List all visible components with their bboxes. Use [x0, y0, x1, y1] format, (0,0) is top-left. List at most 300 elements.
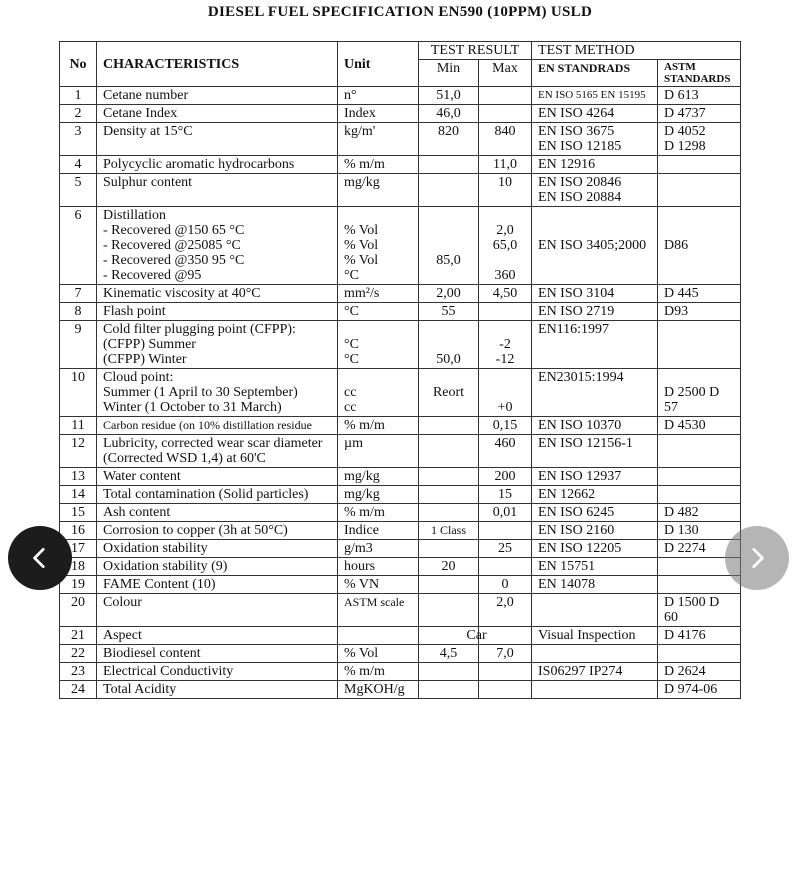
unit-cell	[338, 558, 419, 576]
characteristic-cell	[97, 303, 338, 321]
en-standard-cell	[532, 369, 658, 417]
en-standard-line	[538, 595, 651, 610]
en-standard-cell	[532, 435, 658, 468]
min-value-cell	[419, 417, 479, 435]
en-standard-line: EN ISO 20846	[538, 175, 622, 190]
max-value-cell	[479, 285, 532, 303]
table-row	[60, 468, 741, 486]
max-value-line: -12	[495, 352, 515, 367]
table-row	[60, 558, 741, 576]
astm-standard-line	[664, 157, 734, 172]
en-standard-line: EN ISO 4264	[538, 106, 615, 121]
min-value-line: Car	[466, 628, 487, 643]
unit-cell	[338, 87, 419, 105]
table-row	[60, 87, 741, 105]
min-value-line	[425, 238, 472, 253]
astm-standard-line	[664, 559, 734, 574]
header-test-method: TEST METHOD	[532, 42, 741, 60]
unit-cell	[338, 594, 419, 627]
characteristic-cell	[97, 105, 338, 123]
unit-cell	[338, 123, 419, 156]
en-standard-line: EN ISO 12156-1	[538, 436, 633, 451]
astm-standard-cell	[658, 576, 741, 594]
unit-line: kg/m'	[344, 124, 376, 139]
characteristic-cell	[97, 594, 338, 627]
header-characteristics: CHARACTERISTICS	[97, 42, 338, 87]
max-value-line: -2	[499, 337, 511, 352]
unit-line: mm²/s	[344, 286, 380, 301]
min-value-line	[425, 208, 472, 223]
astm-standard-cell	[658, 522, 741, 540]
min-value-line	[425, 541, 472, 556]
unit-line: °C	[344, 268, 359, 283]
max-value-line: 2,0	[496, 223, 514, 238]
en-standard-line: EN116:1997	[538, 322, 610, 337]
max-value-cell	[479, 645, 532, 663]
characteristic-line: Winter (1 October to 31 March)	[103, 400, 282, 415]
min-value-cell	[419, 369, 479, 417]
astm-standard-cell	[658, 87, 741, 105]
en-standard-line: EN 14078	[538, 577, 596, 592]
characteristic-line: Corrosion to copper (3h at 50°C)	[103, 523, 288, 538]
astm-standard-cell	[658, 645, 741, 663]
max-value-line	[485, 385, 525, 400]
en-standard-line	[538, 337, 651, 352]
max-value-cell	[479, 486, 532, 504]
astm-standard-cell	[658, 369, 741, 417]
min-value-line	[425, 682, 472, 697]
min-value-line	[425, 577, 472, 592]
table-row	[60, 207, 741, 285]
row-number: 16	[60, 522, 97, 540]
table-row	[60, 645, 741, 663]
characteristic-line: (CFPP) Summer	[103, 337, 196, 352]
min-value-cell	[419, 594, 479, 627]
min-value-line: 50,0	[436, 352, 461, 367]
max-value-line: 4,50	[492, 286, 518, 301]
astm-standard-line	[664, 352, 734, 367]
en-standard-line: EN ISO 6245	[538, 505, 615, 520]
table-row	[60, 285, 741, 303]
table-row	[60, 123, 741, 156]
min-value-cell	[419, 174, 479, 207]
astm-standard-cell	[658, 627, 741, 645]
characteristic-cell	[97, 87, 338, 105]
en-standard-line: EN ISO 20884	[538, 190, 622, 205]
chevron-left-icon	[27, 545, 53, 571]
en-standard-cell	[532, 504, 658, 522]
header-no: No	[60, 42, 97, 87]
unit-line	[344, 451, 412, 466]
characteristic-cell	[97, 522, 338, 540]
min-value-line	[425, 436, 472, 451]
astm-standard-line	[664, 451, 734, 466]
min-value-cell	[419, 540, 479, 558]
max-value-line	[485, 106, 525, 121]
unit-line: MgKOH/g	[344, 682, 405, 697]
en-standard-line: EN ISO 2719	[538, 304, 615, 319]
unit-line	[344, 208, 412, 223]
characteristic-line: Kinematic viscosity at 40°C	[103, 286, 261, 301]
en-standard-line: Visual Inspection	[538, 628, 636, 643]
en-standard-cell	[532, 540, 658, 558]
unit-cell	[338, 285, 419, 303]
min-value-cell	[419, 663, 479, 681]
header-max: Max	[479, 60, 532, 87]
en-standard-line	[538, 223, 651, 238]
characteristic-line: Sulphur content	[103, 175, 193, 190]
table-row	[60, 435, 741, 468]
characteristic-line: Electrical Conductivity	[103, 664, 234, 679]
min-value-line: 2,00	[436, 286, 461, 301]
min-value-line: 20	[441, 559, 456, 574]
row-number: 1	[60, 87, 97, 105]
unit-line: mg/kg	[344, 175, 380, 190]
characteristic-line: Total contamination (Solid particles)	[103, 487, 309, 502]
max-value-line	[485, 523, 525, 538]
en-standard-cell	[532, 681, 658, 699]
characteristic-line: Water content	[103, 469, 181, 484]
astm-standard-line: 60	[664, 610, 679, 625]
unit-cell	[338, 663, 419, 681]
astm-standard-line	[664, 253, 734, 268]
astm-standard-cell	[658, 663, 741, 681]
unit-line: °C	[344, 337, 359, 352]
max-value-cell	[479, 156, 532, 174]
table-row	[60, 369, 741, 417]
max-value-line	[485, 370, 525, 385]
table-row	[60, 486, 741, 504]
max-value-line: +0	[497, 400, 513, 415]
unit-line: % Vol	[344, 238, 379, 253]
unit-cell	[338, 369, 419, 417]
astm-standard-line: D 2274	[664, 541, 706, 556]
en-standard-cell	[532, 468, 658, 486]
astm-standard-line: D 1500 D	[664, 595, 720, 610]
astm-standard-line: D 1298	[664, 139, 706, 154]
min-value-line	[425, 418, 472, 433]
max-value-cell	[479, 576, 532, 594]
unit-line: °C	[344, 304, 359, 319]
astm-standard-line	[664, 337, 734, 352]
characteristic-line: Distillation	[103, 208, 166, 223]
table-row	[60, 540, 741, 558]
min-value-line	[425, 322, 472, 337]
min-value-line	[425, 370, 472, 385]
max-value-line: 2,0	[496, 595, 514, 610]
unit-cell	[338, 174, 419, 207]
astm-standard-line	[664, 208, 734, 223]
en-standard-line	[538, 451, 651, 466]
en-standard-line: EN ISO 3405;2000	[538, 238, 647, 253]
max-value-line: 0,01	[492, 505, 518, 520]
unit-line: n°	[344, 88, 357, 103]
max-value-line: 840	[494, 124, 516, 139]
astm-standard-line: D 445	[664, 286, 699, 301]
astm-standard-line: D 4176	[664, 628, 706, 643]
row-number: 3	[60, 123, 97, 156]
table-row	[60, 156, 741, 174]
row-number: 13	[60, 468, 97, 486]
characteristic-cell	[97, 285, 338, 303]
max-value-line	[485, 208, 525, 223]
characteristic-cell	[97, 156, 338, 174]
unit-cell	[338, 207, 419, 285]
astm-standard-line	[664, 370, 734, 385]
en-standard-line: EN ISO 3675	[538, 124, 615, 139]
min-value-line: 4,5	[439, 646, 458, 661]
unit-cell	[338, 435, 419, 468]
row-number: 24	[60, 681, 97, 699]
min-value-cell	[419, 207, 479, 285]
unit-cell	[338, 156, 419, 174]
min-value-line	[425, 223, 472, 238]
en-standard-line: EN ISO 2160	[538, 523, 615, 538]
max-value-cell	[479, 663, 532, 681]
astm-standard-line	[664, 223, 734, 238]
row-number: 15	[60, 504, 97, 522]
unit-line: % m/m	[344, 157, 385, 172]
min-value-cell	[419, 645, 479, 663]
unit-cell	[338, 540, 419, 558]
table-row	[60, 522, 741, 540]
row-number: 20	[60, 594, 97, 627]
characteristic-line: Density at 15°C	[103, 124, 193, 139]
min-value-line: 46,0	[436, 106, 461, 121]
min-value-line: Reort	[432, 385, 465, 400]
astm-standard-line	[664, 175, 734, 190]
characteristic-line: FAME Content (10)	[103, 577, 216, 592]
document-title: DIESEL FUEL SPECIFICATION EN590 (10PPM) USLD	[207, 4, 593, 20]
row-number: 18	[60, 558, 97, 576]
en-standard-cell	[532, 87, 658, 105]
min-value-line	[425, 268, 472, 283]
min-value-cell	[419, 435, 479, 468]
unit-cell	[338, 627, 419, 645]
characteristic-cell	[97, 645, 338, 663]
unit-line	[344, 322, 412, 337]
header-unit: Unit	[338, 42, 419, 87]
min-value-cell	[419, 123, 479, 156]
characteristic-line: Oxidation stability	[103, 541, 208, 556]
row-number: 4	[60, 156, 97, 174]
min-value-cell	[419, 105, 479, 123]
characteristic-line: (Corrected WSD 1,4) at 60'C	[103, 451, 266, 466]
en-standard-cell	[532, 486, 658, 504]
unit-cell	[338, 681, 419, 699]
characteristic-line: Cetane number	[103, 88, 189, 103]
characteristic-line: Total Acidity	[103, 682, 177, 697]
max-value-cell	[479, 594, 532, 627]
characteristic-line: Polycyclic aromatic hydrocarbons	[103, 157, 295, 172]
characteristic-cell	[97, 435, 338, 468]
row-number: 17	[60, 540, 97, 558]
en-standard-line	[538, 385, 651, 400]
characteristic-cell	[97, 504, 338, 522]
max-value-line	[485, 451, 525, 466]
min-value-line: 51,0	[436, 88, 461, 103]
en-standard-line: EN 12916	[538, 157, 596, 172]
astm-standard-cell	[658, 504, 741, 522]
characteristic-line: Cloud point:	[103, 370, 174, 385]
characteristic-cell	[97, 321, 338, 369]
previous-page-button[interactable]	[8, 526, 72, 590]
characteristic-line: Carbon residue (on 10% distillation residue	[103, 418, 312, 432]
max-value-cell	[479, 504, 532, 522]
unit-cell	[338, 321, 419, 369]
next-page-button[interactable]	[725, 526, 789, 590]
min-value-cell	[419, 285, 479, 303]
en-standard-cell	[532, 207, 658, 285]
astm-standard-cell	[658, 417, 741, 435]
en-standard-line: EN ISO 10370	[538, 418, 622, 433]
astm-standard-line: D 2500 D	[664, 385, 720, 400]
astm-standard-line	[664, 469, 734, 484]
min-value-line	[425, 469, 472, 484]
astm-standard-cell	[658, 123, 741, 156]
row-number: 12	[60, 435, 97, 468]
unit-line: ASTM scale	[344, 595, 405, 609]
characteristic-cell	[97, 417, 338, 435]
astm-standard-line: D93	[664, 304, 689, 319]
min-value-line	[425, 595, 472, 610]
min-value-cell	[419, 468, 479, 486]
astm-standard-line: D 613	[664, 88, 699, 103]
min-value-line	[425, 157, 472, 172]
table-row	[60, 417, 741, 435]
en-standard-cell	[532, 522, 658, 540]
unit-line: Indice	[344, 523, 379, 538]
astm-standard-line: D 4052	[664, 124, 706, 139]
min-value-cell	[419, 303, 479, 321]
max-value-line	[485, 88, 525, 103]
min-value-line	[425, 337, 472, 352]
characteristic-line: Summer (1 April to 30 September)	[103, 385, 298, 400]
characteristic-line: Ash content	[103, 505, 171, 520]
astm-standard-line: D 2624	[664, 664, 706, 679]
unit-line: % VN	[344, 577, 380, 592]
unit-cell	[338, 468, 419, 486]
en-standard-cell	[532, 123, 658, 156]
en-standard-line	[538, 646, 651, 661]
astm-standard-cell	[658, 594, 741, 627]
en-standard-line: EN23015:1994	[538, 370, 624, 385]
max-value-cell	[479, 435, 532, 468]
min-value-cell	[419, 576, 479, 594]
astm-standard-cell	[658, 468, 741, 486]
characteristic-line: Cold filter plugging point (CFPP):	[103, 322, 296, 337]
min-value-line: 1 Class	[430, 523, 466, 537]
unit-line: cc	[344, 400, 357, 415]
row-number: 10	[60, 369, 97, 417]
unit-cell	[338, 105, 419, 123]
table-row	[60, 174, 741, 207]
header-en-standards: EN STANDRADS	[532, 60, 658, 87]
en-standard-line	[538, 682, 651, 697]
astm-standard-line	[664, 322, 734, 337]
en-standard-cell	[532, 105, 658, 123]
min-value-cell	[419, 156, 479, 174]
min-value-line: 55	[441, 304, 456, 319]
row-number: 5	[60, 174, 97, 207]
characteristic-line: - Recovered @95	[103, 268, 202, 283]
unit-cell	[338, 576, 419, 594]
row-number: 14	[60, 486, 97, 504]
astm-standard-line	[664, 268, 734, 283]
chevron-right-icon	[744, 545, 770, 571]
en-standard-cell	[532, 303, 658, 321]
min-value-cell	[419, 522, 479, 540]
header-min: Min	[419, 60, 479, 87]
table-row	[60, 663, 741, 681]
characteristic-cell	[97, 369, 338, 417]
astm-standard-line	[664, 487, 734, 502]
astm-standard-line: D 482	[664, 505, 699, 520]
unit-line: µm	[344, 436, 363, 451]
max-value-cell	[479, 417, 532, 435]
astm-standard-cell	[658, 174, 741, 207]
astm-standard-line: D 4737	[664, 106, 706, 121]
max-value-cell	[479, 303, 532, 321]
unit-line: mg/kg	[344, 487, 380, 502]
characteristic-line: Oxidation stability (9)	[103, 559, 228, 574]
unit-cell	[338, 303, 419, 321]
en-standard-cell	[532, 627, 658, 645]
characteristic-cell	[97, 174, 338, 207]
table-row	[60, 594, 741, 627]
max-value-cell	[479, 522, 532, 540]
en-standard-cell	[532, 417, 658, 435]
characteristic-cell	[97, 123, 338, 156]
min-value-line	[425, 487, 472, 502]
en-standard-cell	[532, 321, 658, 369]
min-value-line	[425, 175, 472, 190]
max-value-cell	[479, 468, 532, 486]
characteristic-cell	[97, 468, 338, 486]
en-standard-line: EN ISO 5165 EN 15195	[538, 89, 646, 101]
table-row	[60, 504, 741, 522]
max-value-line	[485, 304, 525, 319]
table-row	[60, 321, 741, 369]
en-standard-cell	[532, 663, 658, 681]
unit-line: % Vol	[344, 646, 379, 661]
min-value-line	[425, 451, 472, 466]
astm-standard-line: D 974-06	[664, 682, 718, 697]
astm-standard-cell	[658, 681, 741, 699]
characteristic-line: Biodiesel content	[103, 646, 201, 661]
astm-standard-line: D 4530	[664, 418, 706, 433]
min-value-cell	[419, 321, 479, 369]
en-standard-line	[538, 208, 651, 223]
unit-cell	[338, 417, 419, 435]
astm-standard-line	[664, 646, 734, 661]
unit-line: cc	[344, 385, 357, 400]
row-number: 23	[60, 663, 97, 681]
unit-line: % m/m	[344, 505, 385, 520]
en-standard-line: EN ISO 12185	[538, 139, 622, 154]
en-standard-cell	[532, 174, 658, 207]
row-number: 19	[60, 576, 97, 594]
en-standard-cell	[532, 594, 658, 627]
min-value-cell	[419, 486, 479, 504]
max-value-line: 10	[498, 175, 512, 190]
en-standard-cell	[532, 558, 658, 576]
max-value-cell	[479, 540, 532, 558]
max-value-line: 65,0	[492, 238, 518, 253]
max-value-cell	[479, 321, 532, 369]
max-value-line: 15	[498, 487, 512, 502]
table-row	[60, 681, 741, 699]
